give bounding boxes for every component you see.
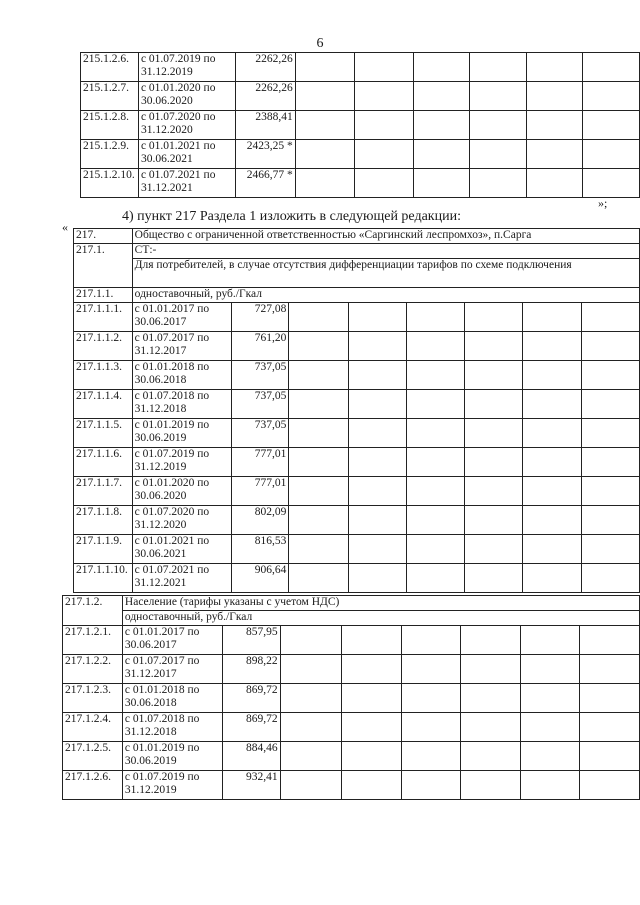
table-row xyxy=(74,506,640,535)
table-row xyxy=(74,564,640,593)
period-start: с 01.01.2018 по xyxy=(124,684,200,696)
row-period xyxy=(122,713,222,742)
empty-cell xyxy=(280,626,342,655)
empty-cell xyxy=(355,53,413,82)
row-code: 217.1.2.3. xyxy=(63,684,123,713)
row-value: 2423,25 * xyxy=(236,140,296,169)
period-end: 31.12.2021 xyxy=(134,577,187,589)
empty-cell xyxy=(342,742,402,771)
empty-cell xyxy=(348,390,406,419)
period-end: 31.12.2018 xyxy=(124,726,177,738)
empty-cell xyxy=(465,535,523,564)
empty-cell xyxy=(280,655,342,684)
empty-cell xyxy=(461,626,521,655)
empty-cell xyxy=(406,361,464,390)
empty-cell xyxy=(280,742,342,771)
amendment-instruction: 4) пункт 217 Раздела 1 изложить в следующей редакции: xyxy=(122,209,461,224)
empty-cell xyxy=(526,111,583,140)
period-end: 30.06.2018 xyxy=(124,697,177,709)
period-end: 31.12.2019 xyxy=(134,461,187,473)
row-value: 898,22 xyxy=(222,655,280,684)
closing-quote: »; xyxy=(598,196,608,210)
period-end: 30.06.2021 xyxy=(140,153,193,165)
empty-cell xyxy=(295,140,354,169)
table-row xyxy=(74,535,640,564)
row-code: 217.1.1.9. xyxy=(74,535,133,564)
row-value: 857,95 xyxy=(222,626,280,655)
empty-cell xyxy=(348,419,406,448)
empty-cell xyxy=(348,332,406,361)
row-value: 737,05 xyxy=(232,419,289,448)
empty-cell xyxy=(461,713,521,742)
empty-cell xyxy=(348,477,406,506)
empty-cell xyxy=(401,626,461,655)
row-code: 215.1.2.6. xyxy=(81,53,139,82)
table-row xyxy=(74,477,640,506)
period-end: 31.12.2021 xyxy=(140,182,193,194)
empty-cell xyxy=(580,626,640,655)
period-start: с 01.01.2018 по xyxy=(134,361,210,373)
empty-cell xyxy=(465,332,523,361)
empty-cell xyxy=(413,82,470,111)
empty-cell xyxy=(406,419,464,448)
row-code: 217.1.1.3. xyxy=(74,361,133,390)
table-row xyxy=(63,626,640,655)
row-value: 884,46 xyxy=(222,742,280,771)
empty-cell xyxy=(348,448,406,477)
row-value: 932,41 xyxy=(222,771,280,800)
period-start: с 01.07.2021 по xyxy=(134,564,210,576)
empty-cell xyxy=(406,535,464,564)
period-end: 31.12.2020 xyxy=(134,519,187,531)
empty-cell xyxy=(461,742,521,771)
empty-cell xyxy=(289,361,348,390)
empty-cell xyxy=(289,332,348,361)
empty-cell xyxy=(523,332,581,361)
empty-cell xyxy=(580,713,640,742)
empty-cell xyxy=(406,506,464,535)
empty-cell xyxy=(342,771,402,800)
period-end: 30.06.2019 xyxy=(134,432,187,444)
empty-cell xyxy=(526,53,583,82)
period-start: с 01.01.2021 по xyxy=(134,535,210,547)
period-start: с 01.07.2020 по xyxy=(134,506,210,518)
row-period xyxy=(132,419,231,448)
empty-cell xyxy=(355,111,413,140)
period-end: 30.06.2020 xyxy=(140,95,193,107)
row-period xyxy=(138,111,235,140)
empty-cell xyxy=(580,655,640,684)
organization-name: Общество с ограниченной ответственностью «Саргинский леспромхоз», п.Сарга xyxy=(132,229,639,244)
row-value: 737,05 xyxy=(232,390,289,419)
tariff-table-217-1 xyxy=(73,228,640,593)
empty-cell xyxy=(401,655,461,684)
period-start: с 01.07.2017 по xyxy=(124,655,200,667)
empty-cell xyxy=(523,448,581,477)
row-period xyxy=(132,564,231,593)
st-code: 217.1. xyxy=(74,244,133,288)
row-period xyxy=(122,655,222,684)
period-start: с 01.01.2020 по xyxy=(140,82,216,94)
section-217-row xyxy=(74,229,640,244)
period-end: 31.12.2018 xyxy=(134,403,187,415)
table-row xyxy=(74,303,640,332)
empty-cell xyxy=(280,713,342,742)
row-code: 215.1.2.7. xyxy=(81,82,139,111)
row-code: 217.1.1.2. xyxy=(74,332,133,361)
row-code: 217.1.1.6. xyxy=(74,448,133,477)
table-row xyxy=(63,713,640,742)
empty-cell xyxy=(280,684,342,713)
table-row xyxy=(81,140,640,169)
section-code: 217. xyxy=(74,229,133,244)
opening-quote: « xyxy=(62,220,68,234)
empty-cell xyxy=(289,390,348,419)
empty-cell xyxy=(461,684,521,713)
population-odnost-label: одноставочный, руб./Гкал xyxy=(122,611,639,626)
empty-cell xyxy=(581,332,639,361)
empty-cell xyxy=(465,390,523,419)
row-period xyxy=(122,626,222,655)
empty-cell xyxy=(583,82,640,111)
population-odnost-row xyxy=(63,611,640,626)
empty-cell xyxy=(348,564,406,593)
empty-cell xyxy=(520,713,580,742)
empty-cell xyxy=(581,303,639,332)
empty-cell xyxy=(580,742,640,771)
empty-cell xyxy=(355,140,413,169)
empty-cell xyxy=(580,684,640,713)
empty-cell xyxy=(526,82,583,111)
empty-cell xyxy=(342,626,402,655)
st-row xyxy=(74,244,640,259)
empty-cell xyxy=(583,111,640,140)
row-period xyxy=(122,684,222,713)
empty-cell xyxy=(413,140,470,169)
row-value: 802,09 xyxy=(232,506,289,535)
row-value: 737,05 xyxy=(232,361,289,390)
empty-cell xyxy=(465,361,523,390)
row-code: 215.1.2.10. xyxy=(81,169,139,198)
period-end: 30.06.2018 xyxy=(134,374,187,386)
period-start: с 01.01.2019 по xyxy=(124,742,200,754)
table-row xyxy=(74,361,640,390)
row-period xyxy=(122,771,222,800)
empty-cell xyxy=(280,771,342,800)
empty-cell xyxy=(581,564,639,593)
row-value: 727,08 xyxy=(232,303,289,332)
empty-cell xyxy=(581,506,639,535)
empty-cell xyxy=(580,771,640,800)
empty-cell xyxy=(523,303,581,332)
empty-cell xyxy=(523,390,581,419)
period-start: с 01.07.2019 по xyxy=(124,771,200,783)
empty-cell xyxy=(342,684,402,713)
row-value: 2262,26 xyxy=(236,82,296,111)
tariff-table-217-1-2 xyxy=(62,595,640,800)
empty-cell xyxy=(581,448,639,477)
empty-cell xyxy=(295,111,354,140)
empty-cell xyxy=(401,742,461,771)
empty-cell xyxy=(523,477,581,506)
period-end: 31.12.2020 xyxy=(140,124,193,136)
empty-cell xyxy=(406,564,464,593)
period-end: 30.06.2017 xyxy=(124,639,177,651)
empty-cell xyxy=(470,53,527,82)
period-start: с 01.07.2021 по xyxy=(140,169,216,181)
table-row xyxy=(81,53,640,82)
empty-cell xyxy=(289,506,348,535)
period-start: с 01.07.2020 по xyxy=(140,111,216,123)
row-value: 906,64 xyxy=(232,564,289,593)
population-code: 217.1.2. xyxy=(63,596,123,626)
row-code: 215.1.2.9. xyxy=(81,140,139,169)
empty-cell xyxy=(465,506,523,535)
row-period xyxy=(122,742,222,771)
table-row xyxy=(81,169,640,198)
empty-cell xyxy=(401,684,461,713)
table-row xyxy=(81,111,640,140)
table-row xyxy=(74,419,640,448)
empty-cell xyxy=(461,771,521,800)
row-period xyxy=(132,390,231,419)
row-code: 215.1.2.8. xyxy=(81,111,139,140)
table-row xyxy=(63,684,640,713)
empty-cell xyxy=(355,169,413,198)
empty-cell xyxy=(342,655,402,684)
table-row xyxy=(63,771,640,800)
consumers-description: Для потребителей, в случае отсутствия дифференциации тарифов по схеме подключения xyxy=(132,259,639,288)
table-row xyxy=(81,82,640,111)
row-period xyxy=(132,535,231,564)
period-start: с 01.01.2019 по xyxy=(134,419,210,431)
empty-cell xyxy=(465,448,523,477)
table-row xyxy=(74,448,640,477)
empty-cell xyxy=(523,564,581,593)
empty-cell xyxy=(470,140,527,169)
empty-cell xyxy=(342,713,402,742)
empty-cell xyxy=(295,53,354,82)
table-row xyxy=(63,655,640,684)
row-value: 2388,41 xyxy=(236,111,296,140)
period-end: 31.12.2017 xyxy=(134,345,187,357)
empty-cell xyxy=(581,535,639,564)
row-value: 777,01 xyxy=(232,477,289,506)
row-period xyxy=(132,506,231,535)
row-value: 2466,77 * xyxy=(236,169,296,198)
period-end: 30.06.2020 xyxy=(134,490,187,502)
empty-cell xyxy=(583,53,640,82)
odnost-label: одноставочный, руб./Гкал xyxy=(132,288,639,303)
empty-cell xyxy=(401,771,461,800)
row-code: 217.1.2.1. xyxy=(63,626,123,655)
period-end: 31.12.2019 xyxy=(140,66,193,78)
empty-cell xyxy=(583,169,640,198)
empty-cell xyxy=(461,655,521,684)
empty-cell xyxy=(523,506,581,535)
period-start: с 01.07.2018 по xyxy=(134,390,210,402)
empty-cell xyxy=(526,169,583,198)
odnost-row xyxy=(74,288,640,303)
page-number: 6 xyxy=(316,36,324,51)
row-value: 869,72 xyxy=(222,713,280,742)
empty-cell xyxy=(289,448,348,477)
empty-cell xyxy=(520,742,580,771)
row-period xyxy=(138,53,235,82)
row-period xyxy=(132,303,231,332)
empty-cell xyxy=(289,419,348,448)
row-value: 777,01 xyxy=(232,448,289,477)
empty-cell xyxy=(348,506,406,535)
row-code: 217.1.2.6. xyxy=(63,771,123,800)
empty-cell xyxy=(520,771,580,800)
table-row xyxy=(74,332,640,361)
row-period xyxy=(132,361,231,390)
consumers-row xyxy=(74,259,640,288)
period-end: 30.06.2017 xyxy=(134,316,187,328)
empty-cell xyxy=(413,169,470,198)
empty-cell xyxy=(406,390,464,419)
empty-cell xyxy=(520,684,580,713)
empty-cell xyxy=(355,82,413,111)
row-period xyxy=(132,477,231,506)
empty-cell xyxy=(406,448,464,477)
period-end: 31.12.2019 xyxy=(124,784,177,796)
empty-cell xyxy=(581,477,639,506)
empty-cell xyxy=(413,53,470,82)
period-start: с 01.01.2017 по xyxy=(134,303,210,315)
empty-cell xyxy=(413,111,470,140)
population-row xyxy=(63,596,640,611)
empty-cell xyxy=(465,419,523,448)
odnost-code: 217.1.1. xyxy=(74,288,133,303)
empty-cell xyxy=(406,477,464,506)
empty-cell xyxy=(470,169,527,198)
empty-cell xyxy=(583,140,640,169)
empty-cell xyxy=(581,361,639,390)
period-end: 31.12.2017 xyxy=(124,668,177,680)
tariff-table-215 xyxy=(80,52,640,198)
empty-cell xyxy=(465,477,523,506)
empty-cell xyxy=(526,140,583,169)
row-period xyxy=(132,448,231,477)
empty-cell xyxy=(523,361,581,390)
row-value: 2262,26 xyxy=(236,53,296,82)
empty-cell xyxy=(289,564,348,593)
row-period xyxy=(138,140,235,169)
empty-cell xyxy=(470,82,527,111)
row-code: 217.1.1.10. xyxy=(74,564,133,593)
row-code: 217.1.1.8. xyxy=(74,506,133,535)
row-period xyxy=(138,169,235,198)
empty-cell xyxy=(289,535,348,564)
row-period xyxy=(138,82,235,111)
row-value: 761,20 xyxy=(232,332,289,361)
row-code: 217.1.1.7. xyxy=(74,477,133,506)
empty-cell xyxy=(289,477,348,506)
period-start: с 01.01.2017 по xyxy=(124,626,200,638)
row-code: 217.1.2.4. xyxy=(63,713,123,742)
row-code: 217.1.1.1. xyxy=(74,303,133,332)
empty-cell xyxy=(406,303,464,332)
row-code: 217.1.1.5. xyxy=(74,419,133,448)
period-start: с 01.01.2020 по xyxy=(134,477,210,489)
empty-cell xyxy=(520,626,580,655)
empty-cell xyxy=(406,332,464,361)
period-start: с 01.07.2019 по xyxy=(140,53,216,65)
empty-cell xyxy=(523,535,581,564)
period-start: с 01.07.2018 по xyxy=(124,713,200,725)
table-row xyxy=(63,742,640,771)
st-label: СТ:- xyxy=(132,244,639,259)
population-label: Население (тарифы указаны с учетом НДС) xyxy=(122,596,639,611)
empty-cell xyxy=(465,564,523,593)
empty-cell xyxy=(470,111,527,140)
empty-cell xyxy=(348,535,406,564)
period-start: с 01.07.2017 по xyxy=(134,332,210,344)
period-start: с 01.07.2019 по xyxy=(134,448,210,460)
empty-cell xyxy=(289,303,348,332)
period-start: с 01.01.2021 по xyxy=(140,140,216,152)
row-value: 816,53 xyxy=(232,535,289,564)
empty-cell xyxy=(581,419,639,448)
row-period xyxy=(132,332,231,361)
empty-cell xyxy=(348,303,406,332)
empty-cell xyxy=(465,303,523,332)
period-end: 30.06.2019 xyxy=(124,755,177,767)
empty-cell xyxy=(295,82,354,111)
row-value: 869,72 xyxy=(222,684,280,713)
empty-cell xyxy=(348,361,406,390)
empty-cell xyxy=(520,655,580,684)
row-code: 217.1.2.5. xyxy=(63,742,123,771)
row-code: 217.1.2.2. xyxy=(63,655,123,684)
empty-cell xyxy=(523,419,581,448)
empty-cell xyxy=(401,713,461,742)
empty-cell xyxy=(295,169,354,198)
empty-cell xyxy=(581,390,639,419)
table-row xyxy=(74,390,640,419)
row-code: 217.1.1.4. xyxy=(74,390,133,419)
period-end: 30.06.2021 xyxy=(134,548,187,560)
